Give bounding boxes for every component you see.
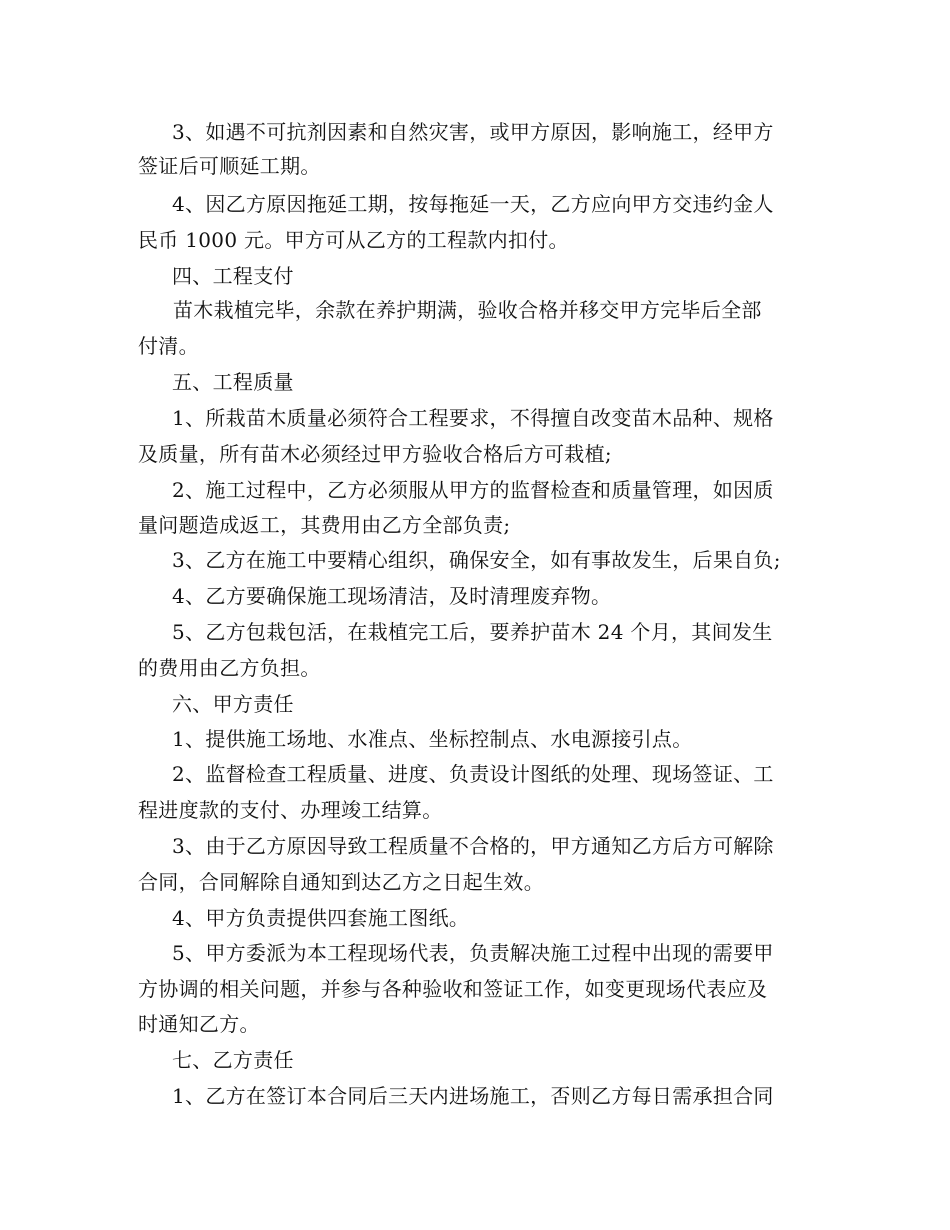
text-line: 3、乙方在施工中要精心组织，确保安全，如有事故发生，后果自负; (172, 548, 781, 572)
text-line: 2、施工过程中，乙方必须服从甲方的监督检查和质量管理，如因质 (172, 478, 774, 502)
text-line: 程进度款的支付、办理竣工结算。 (138, 798, 443, 822)
text-line: 2、监督检查工程质量、进度、负责设计图纸的处理、现场签证、工 (172, 762, 774, 786)
text-line: 方协调的相关问题，并参与各种验收和签证工作，如变更现场代表应及 (138, 977, 768, 1001)
text-line: 1、提供施工场地、水准点、坐标控制点、水电源接引点。 (172, 727, 693, 751)
text-line: 民币 1000 元。甲方可从乙方的工程款内扣付。 (138, 228, 569, 252)
section-heading: 六、甲方责任 (172, 692, 294, 716)
text-line: 合同，合同解除自通知到达乙方之日起生效。 (138, 870, 544, 894)
text-line: 量问题造成返工，其费用由乙方全部负责; (138, 513, 511, 537)
section-heading: 五、工程质量 (172, 370, 294, 394)
section-heading: 七、乙方责任 (172, 1048, 294, 1072)
text-line: 5、乙方包栽包活，在栽植完工后，要养护苗木 24 个月，其间发生 (172, 620, 773, 644)
text-line: 4、乙方要确保施工现场清洁，及时清理废弃物。 (172, 584, 612, 608)
text-line: 的费用由乙方负担。 (138, 656, 321, 680)
text-line: 时通知乙方。 (138, 1012, 260, 1036)
text-line: 苗木栽植完毕，余款在养护期满，验收合格并移交甲方完毕后全部 (173, 298, 762, 322)
text-line: 签证后可顺延工期。 (138, 154, 321, 178)
text-line: 及质量，所有苗木必须经过甲方验收合格后方可栽植; (138, 442, 612, 466)
text-line: 3、如遇不可抗剂因素和自然灾害，或甲方原因，影响施工，经甲方 (172, 120, 774, 144)
text-line: 3、由于乙方原因导致工程质量不合格的，甲方通知乙方后方可解除 (172, 834, 774, 858)
section-heading: 四、工程支付 (172, 264, 294, 288)
text-line: 4、因乙方原因拖延工期，按每拖延一天，乙方应向甲方交违约金人 (172, 192, 774, 216)
text-line: 5、甲方委派为本工程现场代表，负责解决施工过程中出现的需要甲 (172, 941, 774, 965)
text-line: 4、甲方负责提供四套施工图纸。 (172, 906, 470, 930)
text-line: 1、所栽苗木质量必须符合工程要求，不得擅自改变苗木品种、规格 (172, 406, 774, 430)
text-line: 1、乙方在签订本合同后三天内进场施工，否则乙方每日需承担合同 (172, 1084, 774, 1108)
text-line: 付清。 (138, 334, 199, 358)
